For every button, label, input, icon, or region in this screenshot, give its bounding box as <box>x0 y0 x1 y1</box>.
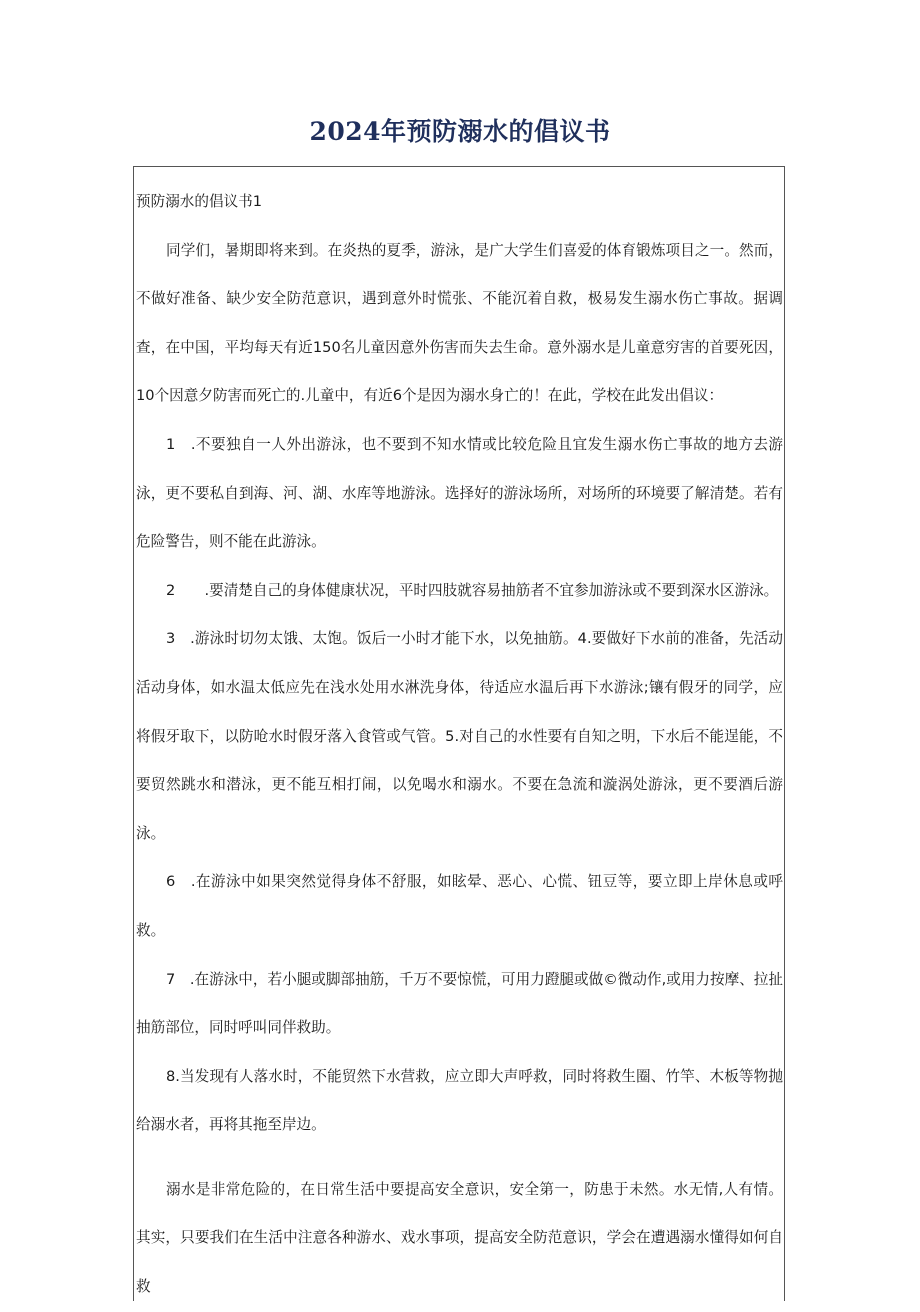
paragraph: 溺水是非常危险的，在日常生活中要提高安全意识，安全第一，防患于未然。水无情,人有情。其实，只要我们在生活中注意各种游水、戏水事项，提高安全防范意识，学会在遭遇溺水懂得如何自救 <box>136 1180 783 1296</box>
paragraph: 2 .要清楚自己的身体健康状况，平时四肢就容易抽筋者不宜参加游泳或不要到深水区游泳。 <box>166 581 779 599</box>
document-body <box>136 178 783 1312</box>
paragraph: 3 .游泳时切勿太饿、太饱。饭后一小时才能下水，以免抽筋。4.要做好下水前的准备，先活动活动身体，如水温太低应先在浅水处用水淋洗身体，待适应水温后再下水游泳;镶有假牙的同学，应将假牙取下，以防呛水时假牙落入食管或气管。5.对自己的水性要有自知之明，下水后不能逞能，不要贸然跳水和潜泳，更不能互相打闹，以免喝水和溺水。不要在急流和漩涡处游泳，更不要酒后游泳。 <box>136 630 783 842</box>
paragraph: 1 .不要独自一人外出游泳，也不要到不知水情或比较危险且宜发生溺水伤亡事故的地方去游泳，更不要私自到海、河、湖、水库等地游泳。选择好的游泳场所，对场所的环境要了解清楚。若有危险警告，则不能在此游泳。 <box>136 435 783 551</box>
paragraph: 8.当发现有人落水时，不能贸然下水营救，应立即大声呼救，同时将救生圈、竹竿、木板等物抛给溺水者，再将其拖至岸边。 <box>136 1067 783 1134</box>
document-title: 2024年预防溺水的倡议书 <box>309 117 611 146</box>
paragraph: 6 .在游泳中如果突然觉得身体不舒服，如眩晕、恶心、心慌、钮豆等，要立即上岸休息或呼救。 <box>136 873 783 939</box>
section-heading: 预防溺水的倡议书1 <box>136 193 263 210</box>
paragraph: 7 .在游泳中，若小腿或脚部抽筋，千万不要惊慌，可用力蹬腿或做©微动作,或用力按摩、拉扯抽筋部位，同时呼叫同伴救助。 <box>136 970 783 1037</box>
paragraph: 同学们，暑期即将来到。在炎热的夏季，游泳，是广大学生们喜爱的体育锻炼项目之一。然而，不做好准备、缺少安全防范意识，遇到意外时慌张、不能沉着自救，极易发生溺水伤亡事故。据调查，在中国，平均每天有近150名儿童因意外伤害而失去生命。意外溺水是儿童意穷害的首要死因，10个因意夕防害而死亡的.儿童中，有近6个是因为溺水身亡的！在此，学校在此发出倡议： <box>136 241 783 405</box>
